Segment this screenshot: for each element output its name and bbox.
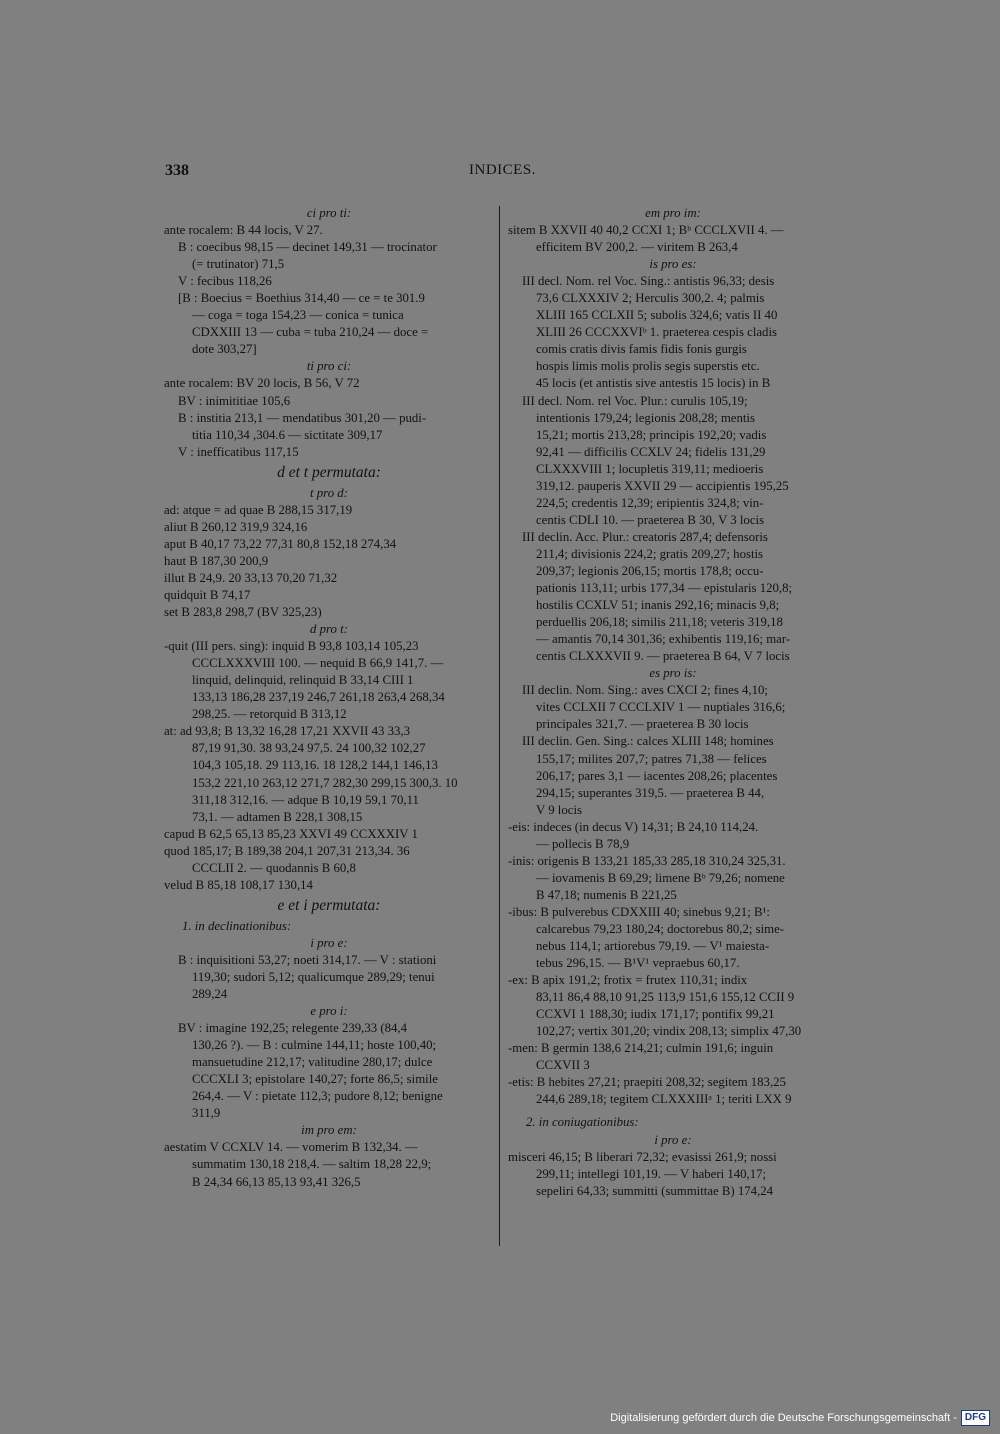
index-line: 211,4; divisionis 224,2; gratis 209,27; hostis <box>536 546 764 561</box>
index-line: 104,3 105,18. 29 113,16. 18 128,2 144,1 146,13 <box>192 758 438 773</box>
index-line: mansuetudine 212,17; valitudine 280,17; dulce <box>192 1055 433 1070</box>
index-line: CDXXIII 13 — cuba = tuba 210,24 — doce = <box>192 325 429 340</box>
index-line: quidquit B 74,17 <box>164 587 251 602</box>
index-line: aestatim V CCXLV 14. — vomerim B 132,34. — <box>164 1140 418 1155</box>
index-line: set B 283,8 298,7 (BV 325,23) <box>164 605 322 620</box>
subsection-heading: ci pro ti: <box>306 206 352 220</box>
index-line: linquid, delinquid, relinquid B 33,14 CIII 1 <box>192 673 414 688</box>
index-line: centis CLXXXVII 9. — praeterea B 64, V 7 locis <box>536 649 790 664</box>
index-line: BV : inimititiae 105,6 <box>178 393 291 408</box>
index-line: CCCLII 2. — quodannis B 60,8 <box>192 860 356 875</box>
left-column <box>164 205 494 1191</box>
index-line: 155,17; milites 207,7; patres 71,38 — felices <box>536 751 767 766</box>
index-line: 298,25. — retorquid B 313,12 <box>192 707 347 722</box>
index-line: CCXVII 3 <box>536 1058 590 1073</box>
index-line: III declin. Gen. Sing.: calces XLIII 148; homines <box>522 734 774 749</box>
index-line: 83,11 86,4 88,10 91,25 113,9 151,6 155,12 CCII 9 <box>536 990 795 1005</box>
section-heading: d et t permutata: <box>277 463 381 481</box>
index-line: titia 110,34 ,304.6 — sictitate 309,17 <box>192 427 383 442</box>
subsection-heading: d pro t: <box>310 622 348 637</box>
index-line: vites CCLXII 7 CCCLXIV 1 — nuptiales 316,6; <box>536 700 786 715</box>
index-line: CCCLXXXVIII 100. — nequid B 66,9 141,7. — <box>192 656 444 671</box>
index-line: 294,15; superantes 319,5. — praeterea B 44, <box>536 785 765 800</box>
subsection-heading: t pro d: <box>310 485 348 500</box>
index-line: 87,19 91,30. 38 93,24 97,5. 24 100,32 102,27 <box>192 741 426 756</box>
index-line: quod 185,17; B 189,38 204,1 207,31 213,34. 36 <box>164 843 410 858</box>
section-heading: e et i permutata: <box>277 896 381 914</box>
footer <box>610 1410 990 1426</box>
index-line: principales 321,7. — praeterea B 30 locis <box>536 717 749 732</box>
index-line: 299,11; intellegi 101,19. — V haberi 140,17; <box>536 1166 767 1181</box>
index-line: III decl. Nom. rel Voc. Plur.: curulis 105,19; <box>522 393 748 408</box>
subsection-title: 1. in declinationibus: <box>182 918 292 933</box>
index-line: III declin. Acc. Plur.: creatoris 287,4; defensoris <box>522 529 768 544</box>
index-line: 244,6 289,18; tegitem CLXXXIIIᵃ 1; teriti LXX 9 <box>536 1092 792 1107</box>
index-line: perduellis 206,18; similis 211,18; veteris 319,18 <box>536 615 783 630</box>
index-line: -inis: origenis B 133,21 185,33 285,18 310,24 325,31. <box>508 853 786 868</box>
index-line: (= trutinator) 71,5 <box>192 257 285 272</box>
index-line: hospis limis molis prolis segis superstis etc. <box>536 359 760 374</box>
index-line: ante rocalem: B 44 locis, V 27. <box>164 223 323 238</box>
index-line: summatim 130,18 218,4. — saltim 18,28 22,9; <box>192 1157 432 1172</box>
index-line: capud B 62,5 65,13 85,23 XXVI 49 CCXXXIV 1 <box>164 826 418 841</box>
index-line: sitem B XXVII 40 40,2 CCXI 1; Bᵇ CCCLXVII 4. — <box>508 223 784 238</box>
page-number: 338 <box>165 162 189 179</box>
index-line: 119,30; sudori 5,12; qualicumque 289,29; tenui <box>192 969 435 984</box>
index-line: velud B 85,18 108,17 130,14 <box>164 877 313 892</box>
index-line: B 24,34 66,13 85,13 93,41 326,5 <box>192 1174 361 1189</box>
subsection-heading: is pro es: <box>649 257 697 272</box>
index-line: efficitem BV 200,2. — viritem B 263,4 <box>536 240 738 255</box>
subsection-heading: ti pro ci: <box>306 359 352 374</box>
index-line: BV : imagine 192,25; relegente 239,33 (84,4 <box>178 1021 408 1036</box>
index-line: 311,18 312,16. — adque B 10,19 59,1 70,11 <box>192 792 419 807</box>
dfg-logo: DFG <box>961 1410 990 1426</box>
page-title: INDICES. <box>469 162 536 178</box>
index-line: intentionis 179,24; legionis 208,28; mentis <box>536 410 755 425</box>
subsection-heading: e pro i: <box>310 1004 348 1019</box>
index-line: 206,17; pares 3,1 — iacentes 208,26; placentes <box>536 768 778 783</box>
index-line: III declin. Nom. Sing.: aves CXCI 2; fines 4,10; <box>522 683 768 698</box>
index-line: B : coecibus 98,15 — decinet 149,31 — trocinator <box>178 240 437 255</box>
column-divider <box>499 206 500 1246</box>
index-line: ad: atque = ad quae B 288,15 317,19 <box>164 502 353 517</box>
index-line: haut B 187,30 200,9 <box>164 553 269 568</box>
index-line: 130,26 ?). — B : culmine 144,11; hoste 100,40; <box>192 1038 437 1053</box>
index-line: XLIII 165 CCLXII 5; subolis 324,6; vatis II 40 <box>536 308 778 323</box>
index-line: -men: B germin 138,6 214,21; culmin 191,6; inguin <box>508 1041 774 1056</box>
index-line: 209,37; legionis 206,15; mortis 178,8; occu- <box>536 563 764 578</box>
index-line: CCCXLI 3; epistolare 140,27; forte 86,5; simile <box>192 1072 438 1087</box>
index-line: aliut B 260,12 319,9 324,16 <box>164 519 308 534</box>
index-line: — pollecis B 78,9 <box>536 836 630 851</box>
index-line: at: ad 93,8; B 13,32 16,28 17,21 XXVII 43 33,3 <box>164 724 410 739</box>
index-line: -quit (III pers. sing): inquid B 93,8 103,14 105,23 <box>164 639 419 654</box>
subsection-heading: es pro is: <box>649 666 697 681</box>
index-line: hostilis CCXLV 51; inanis 292,16; minacis 9,8; <box>536 598 780 613</box>
index-line: 73,1. — adtamen B 228,1 308,15 <box>192 809 363 824</box>
index-line: 45 locis (et antistis sive antestis 15 locis) in B <box>536 376 771 391</box>
index-line: 92,41 — difficilis CCXLV 24; fidelis 131,29 <box>536 444 766 459</box>
index-line: V : fecibus 118,26 <box>178 274 272 289</box>
subsection-heading: i pro e: <box>654 1132 692 1147</box>
index-line: aput B 40,17 73,22 77,31 80,8 152,18 274,34 <box>164 536 397 551</box>
index-line: XLIII 26 CCCXXVIᵇ 1. praeterea cespis cladis <box>536 325 777 340</box>
index-line: comis cratis divis famis fidis fonis gurgis <box>536 342 747 357</box>
index-line: 311,9 <box>192 1106 221 1121</box>
index-line: nebus 114,1; artiorebus 79,19. — V¹ maiesta- <box>536 939 770 954</box>
index-line: B : institia 213,1 — mendatibus 301,20 — pudi- <box>178 410 427 425</box>
index-line: 102,27; vertix 301,20; vindix 208,13; simplix 47,30 <box>536 1024 802 1039</box>
index-line: pationis 113,11; urbis 177,34 — epistularis 120,8; <box>536 581 793 596</box>
footer-credit: Digitalisierung gefördert durch die Deutsche Forschungsgemeinschaft - <box>610 1412 957 1424</box>
subsection-heading: i pro e: <box>310 935 348 950</box>
index-line: CCXVI 1 188,30; iudix 171,17; pontifix 99,21 <box>536 1007 775 1022</box>
index-line: 15,21; mortis 213,28; principis 192,20; vadis <box>536 427 767 442</box>
index-line: 133,13 186,28 237,19 246,7 261,18 263,4 268,34 <box>192 690 445 705</box>
index-line: 73,6 CLXXXIV 2; Herculis 300,2. 4; palmis <box>536 291 765 306</box>
index-line: — coga = toga 154,23 — conica = tunica <box>192 308 404 323</box>
subsection-title: 2. in coniugationibus: <box>526 1115 639 1130</box>
index-line: 289,24 <box>192 987 228 1002</box>
subsection-heading: im pro em: <box>301 1123 357 1138</box>
index-line: calcarebus 79,23 180,24; doctorebus 80,2; sime- <box>536 921 785 936</box>
index-line: sepeliri 64,33; summitti (summittae B) 174,24 <box>536 1183 774 1198</box>
index-line: -etis: B hebites 27,21; praepiti 208,32; segitem 183,25 <box>508 1075 786 1090</box>
index-line: [B : Boecius = Boethius 314,40 — ce = te 301.9 <box>178 291 425 306</box>
index-line: 224,5; credentis 12,39; eripientis 324,8; vin- <box>536 495 764 510</box>
index-line: B 47,18; numenis B 221,25 <box>536 887 677 902</box>
index-line: ante rocalem: BV 20 locis, B 56, V 72 <box>164 376 360 391</box>
index-line: misceri 46,15; B liberari 72,32; evasissi 261,9; nossi <box>508 1149 777 1164</box>
index-line: CLXXXVIII 1; locupletis 319,11; medioeris <box>536 461 764 476</box>
index-line: tebus 296,15. — B¹V¹ vepraebus 60,17. <box>536 956 740 971</box>
index-line: -eis: indeces (in decus V) 14,31; B 24,10 114,24. <box>508 819 759 834</box>
index-line: -ex: B apix 191,2; frotix = frutex 110,31; indix <box>508 973 748 988</box>
index-line: V 9 locis <box>536 802 582 817</box>
index-line: centis CDLI 10. — praeterea B 30, V 3 locis <box>536 512 765 527</box>
index-line: B : inquisitioni 53,27; noeti 314,17. — V : stationi <box>178 952 437 967</box>
index-line: — iovamenis B 69,29; limene Bᵇ 79,26; nomene <box>536 870 785 885</box>
index-line: V : inefficatibus 117,15 <box>178 444 299 459</box>
index-line: 264,4. — V : pietate 112,3; pudore 8,12; benigne <box>192 1089 443 1104</box>
index-line: 319,12. pauperis XXVII 29 — accipientis 195,25 <box>536 478 789 493</box>
index-line: — amantis 70,14 301,36; exhibentis 119,16; mar- <box>536 632 791 647</box>
index-line: dote 303,27] <box>192 342 257 357</box>
index-line: III decl. Nom. rel Voc. Sing.: antistis 96,33; desis <box>522 274 775 289</box>
index-line: illut B 24,9. 20 33,13 70,20 71,32 <box>164 570 338 585</box>
subsection-heading: em pro im: <box>645 206 701 220</box>
index-line: -ibus: B pulverebus CDXXIII 40; sinebus 9,21; B¹: <box>508 904 770 919</box>
right-column <box>508 205 838 1200</box>
index-line: 153,2 221,10 263,12 271,7 282,30 299,15 300,3. 10 <box>192 775 458 790</box>
